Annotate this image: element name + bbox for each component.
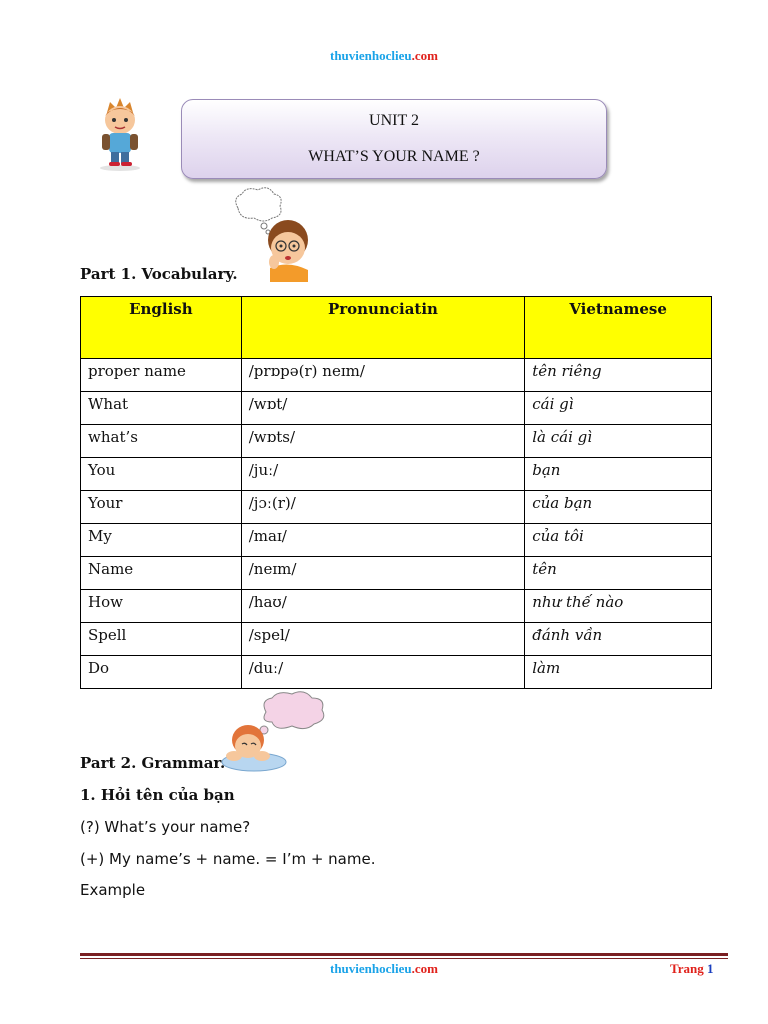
page-number (670, 961, 713, 977)
pronunciation-cell: /jɔː(r)/ (241, 491, 524, 524)
english-cell: You (81, 458, 242, 491)
pronunciation-cell: /wɒts/ (241, 425, 524, 458)
header-site-link[interactable] (0, 48, 768, 64)
table-row (81, 359, 712, 392)
english-cell: Your (81, 491, 242, 524)
part1-heading: Part 1. Vocabulary. (80, 265, 238, 283)
footer-divider-thin (80, 958, 728, 959)
table-row (81, 623, 712, 656)
page-number-value: 1 (706, 961, 714, 976)
table-row (81, 458, 712, 491)
unit-number: UNIT 2 (369, 112, 419, 129)
vietnamese-cell: của bạn (525, 491, 712, 524)
vietnamese-cell: bạn (525, 458, 712, 491)
english-cell: what’s (81, 425, 242, 458)
english-cell: Spell (81, 623, 242, 656)
vietnamese-cell: tên (525, 557, 712, 590)
pronunciation-cell: /haʊ/ (241, 590, 524, 623)
column-header-pronunciation: Pronunciatin (241, 297, 524, 359)
table-header-row (81, 297, 712, 359)
english-cell: Do (81, 656, 242, 689)
english-cell: Name (81, 557, 242, 590)
question-pattern: (?) What’s your name? (80, 818, 251, 836)
grammar-subheading: 1. Hỏi tên của bạn (80, 786, 235, 804)
footer-site-tld: .com (411, 961, 438, 976)
pronunciation-cell: /maɪ/ (241, 524, 524, 557)
footer-site-link[interactable] (0, 961, 768, 977)
vietnamese-cell: làm (525, 656, 712, 689)
pronunciation-cell: /spel/ (241, 623, 524, 656)
example-label: Example (80, 881, 146, 899)
dreaming-boy-illustration (218, 690, 330, 772)
pronunciation-cell: /juː/ (241, 458, 524, 491)
table-row (81, 491, 712, 524)
english-cell: proper name (81, 359, 242, 392)
vietnamese-cell: cái gì (525, 392, 712, 425)
column-header-english: English (81, 297, 242, 359)
pronunciation-cell: /duː/ (241, 656, 524, 689)
table-row (81, 590, 712, 623)
vietnamese-cell: như thế nào (525, 590, 712, 623)
page-label: Trang (670, 961, 704, 976)
thinking-boy-illustration (230, 186, 312, 282)
english-cell: How (81, 590, 242, 623)
vietnamese-cell: đánh vần (525, 623, 712, 656)
unit-topic: WHAT’S YOUR NAME ? (308, 148, 480, 165)
vocabulary-table (80, 296, 712, 689)
header-site-tld: .com (411, 48, 438, 63)
table-row (81, 425, 712, 458)
vietnamese-cell: là cái gì (525, 425, 712, 458)
vietnamese-cell: tên riêng (525, 359, 712, 392)
english-cell: My (81, 524, 242, 557)
pronunciation-cell: /neɪm/ (241, 557, 524, 590)
vietnamese-cell: của tôi (525, 524, 712, 557)
unit-title-box (181, 99, 607, 179)
part2-heading: Part 2. Grammar. (80, 754, 226, 772)
footer-divider (80, 953, 728, 956)
answer-pattern: (+) My name’s + name. = I’m + name. (80, 850, 376, 868)
english-cell: What (81, 392, 242, 425)
header-site-name: thuvienhoclieu (330, 48, 412, 63)
pronunciation-cell: /prɒpə(r) neɪm/ (241, 359, 524, 392)
pronunciation-cell: /wɒt/ (241, 392, 524, 425)
table-row (81, 392, 712, 425)
column-header-vietnamese: Vietnamese (525, 297, 712, 359)
table-row (81, 656, 712, 689)
table-row (81, 557, 712, 590)
footer-site-name: thuvienhoclieu (330, 961, 412, 976)
boy-with-backpack-illustration (92, 96, 148, 172)
table-row (81, 524, 712, 557)
